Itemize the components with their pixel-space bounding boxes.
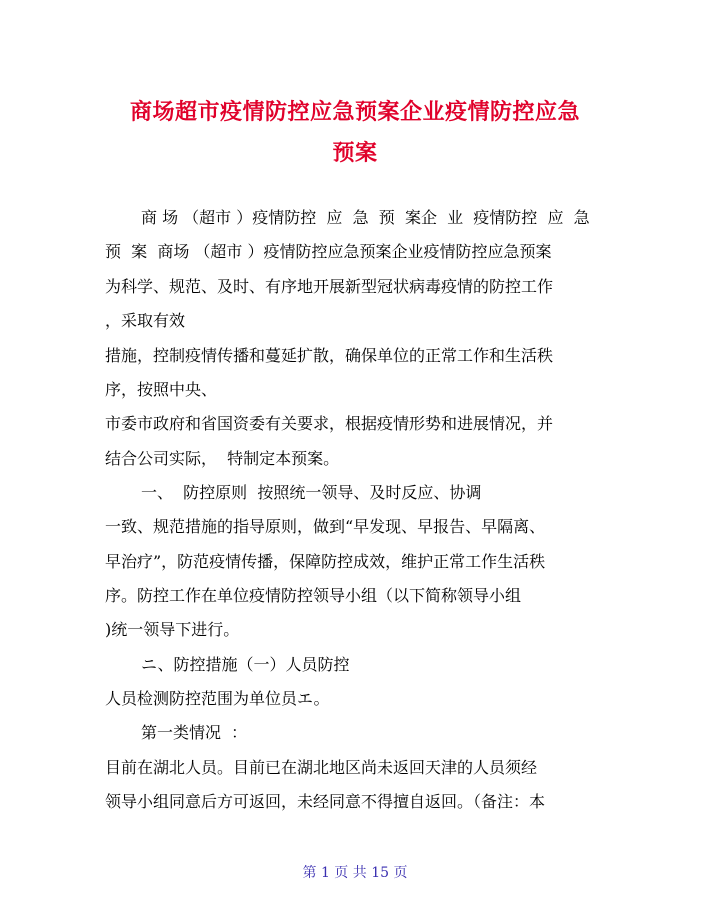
body-line: 早治疗”，防范疫情传播，保障防控成效，维护正常工作生活秩	[105, 552, 546, 571]
body-line: 序，按照中央、	[105, 380, 218, 399]
body-line: 序。防控工作在单位疫情防控领导小组（以下简称领导小组	[105, 586, 522, 605]
body-line: ，采取有效	[105, 311, 186, 330]
body-line: 人员检测防控范围为单位员エ。	[105, 689, 330, 708]
body-line: 措施，控制疫情传播和蔓延扩散，确保单位的正常工作和生活秩	[105, 346, 554, 365]
body-line: 商 场 （超市 ）疫情防控 应 急 预 案企 业 疫情防控 应 急	[141, 208, 590, 227]
subsection-heading: 第一类情况 ：	[141, 723, 248, 742]
page-number: 第 1 页 共 15 页	[302, 865, 408, 881]
document-title-line2: 预案	[332, 141, 378, 166]
body-line: )统一领导下进行。	[105, 620, 240, 639]
body-line: 结合公司实际， 特制定本预案。	[105, 449, 340, 468]
section-heading: 一、 防控原则 按照统一领导、及时反应、协调	[141, 483, 482, 502]
body-line: 一致、规范措施的指导原则，做到“早发现、早报告、早隔离、	[105, 517, 546, 536]
section-heading: ニ、防控措施（一）人员防控	[141, 655, 350, 674]
body-line: 领导小组同意后方可返回，未经同意不得擅自返回。（备注：本	[105, 792, 546, 811]
body-line: 预 案 商场 （超市 ）疫情防控应急预案企业疫情防控应急预案	[105, 242, 552, 261]
body-line: 市委市政府和省国资委有关要求，根据疫情形势和进展情况，并	[105, 414, 554, 433]
document-title-line1: 商场超市疫情防控应急预案企业疫情防控应急	[129, 100, 580, 125]
body-line: 目前在湖北人员。目前已在湖北地区尚未返回天津的人员须经	[105, 758, 538, 777]
body-line: 为科学、规范、及时、有序地开展新型冠状病毒疫情的防控工作	[105, 277, 554, 296]
